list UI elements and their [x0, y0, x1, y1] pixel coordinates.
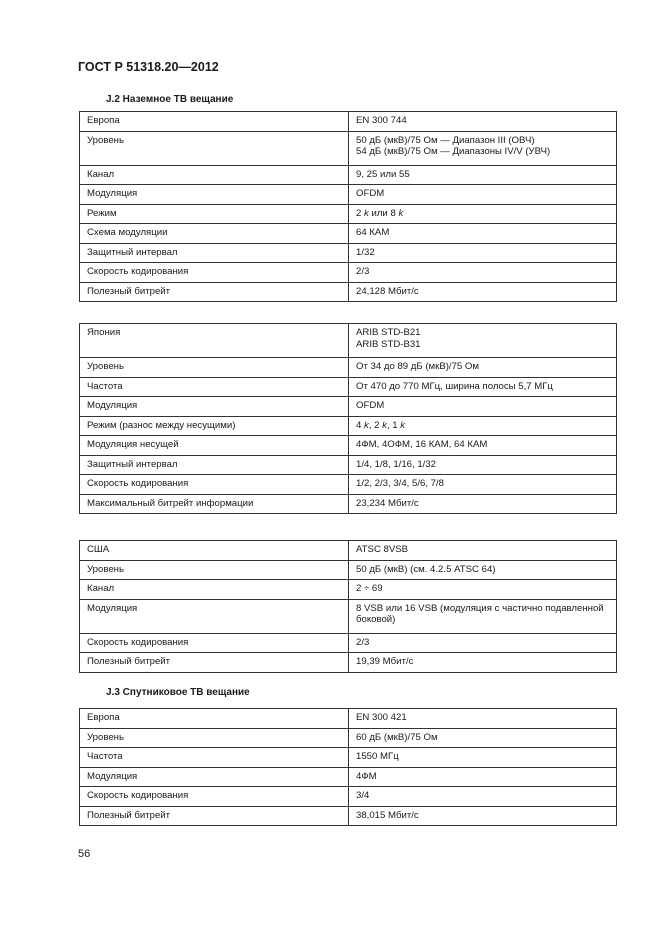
param-cell: Полезный битрейт: [80, 653, 349, 673]
table-row: [80, 541, 617, 561]
table-japan-terrestrial: [79, 323, 617, 514]
table-row: [80, 748, 617, 768]
param-cell: Скорость кодирования: [80, 787, 349, 807]
value-cell: [349, 131, 617, 165]
value-cell: 2/3: [349, 633, 617, 653]
table-row: [80, 243, 617, 263]
value-cell: 1/4, 1/8, 1/16, 1/32: [349, 455, 617, 475]
value-cell: EN 300 744: [349, 112, 617, 132]
value-cell: 50 дБ (мкВ) (см. 4.2.5 ATSC 64): [349, 560, 617, 580]
value-cell: 23,234 Мбит/с: [349, 494, 617, 514]
value-cell: 2 ÷ 69: [349, 580, 617, 600]
param-cell: США: [80, 541, 349, 561]
table-row: [80, 185, 617, 205]
param-cell: Режим: [80, 204, 349, 224]
param-cell: Уровень: [80, 131, 349, 165]
table-usa-terrestrial: [79, 540, 617, 673]
table-row: [80, 358, 617, 378]
table-row: [80, 633, 617, 653]
value-cell: 1/2, 2/3, 3/4, 5/6, 7/8: [349, 475, 617, 495]
value-cell: 2 k или 8 k: [349, 204, 617, 224]
value-cell: 38,015 Мбит/с: [349, 806, 617, 826]
table-row: [80, 560, 617, 580]
level-line-uhf: 54 дБ (мкВ)/75 Ом — Диапазоны IV/V (УВЧ): [356, 146, 551, 157]
value-cell: 3/4: [349, 787, 617, 807]
value-cell: [349, 324, 617, 358]
value-cell: От 470 до 770 МГц, ширина полосы 5,7 МГц: [349, 377, 617, 397]
value-cell: 1/32: [349, 243, 617, 263]
param-cell: Скорость кодирования: [80, 475, 349, 495]
param-cell: Уровень: [80, 358, 349, 378]
section-title-satellite: J.3 Спутниковое ТВ вещание: [106, 687, 250, 698]
table-row: [80, 377, 617, 397]
table-row: [80, 112, 617, 132]
table-row: [80, 599, 617, 633]
section-title-terrestrial: J.2 Наземное ТВ вещание: [106, 94, 234, 105]
table-row: [80, 204, 617, 224]
param-cell: Уровень: [80, 560, 349, 580]
standard-line-b21: ARIB STD-B21: [356, 327, 421, 338]
value-cell: 1550 МГц: [349, 748, 617, 768]
value-cell: 8 VSB или 16 VSB (модуляция с частично подавленной боковой): [349, 599, 617, 633]
table-row: [80, 324, 617, 358]
standard-line-b31: ARIB STD-B31: [356, 338, 421, 350]
param-cell: Канал: [80, 580, 349, 600]
table-row: [80, 455, 617, 475]
table-europe-satellite: [79, 708, 617, 826]
param-cell: Режим (разнос между несущими): [80, 416, 349, 436]
param-cell: Схема модуляции: [80, 224, 349, 244]
param-cell: Япония: [80, 324, 349, 358]
value-cell: OFDM: [349, 185, 617, 205]
param-cell: Модуляция несущей: [80, 436, 349, 456]
table-row: [80, 806, 617, 826]
table-row: [80, 494, 617, 514]
table-row: [80, 416, 617, 436]
param-cell: Уровень: [80, 728, 349, 748]
value-cell: 60 дБ (мкВ)/75 Ом: [349, 728, 617, 748]
table-row: [80, 767, 617, 787]
param-cell: Модуляция: [80, 599, 349, 633]
table-row: [80, 475, 617, 495]
param-cell: Модуляция: [80, 185, 349, 205]
param-cell: Модуляция: [80, 767, 349, 787]
param-cell: Полезный битрейт: [80, 282, 349, 302]
param-cell: Защитный интервал: [80, 455, 349, 475]
value-cell: 64 КАМ: [349, 224, 617, 244]
table-row: [80, 165, 617, 185]
value-cell: От 34 до 89 дБ (мкВ)/75 Ом: [349, 358, 617, 378]
table-europe-terrestrial: [79, 111, 617, 302]
value-cell: 4 k, 2 k, 1 k: [349, 416, 617, 436]
table-row: [80, 709, 617, 729]
value-cell: OFDM: [349, 397, 617, 417]
value-cell: 24,128 Мбит/с: [349, 282, 617, 302]
param-cell: Частота: [80, 748, 349, 768]
param-cell: Полезный битрейт: [80, 806, 349, 826]
table-row: [80, 224, 617, 244]
param-cell: Скорость кодирования: [80, 633, 349, 653]
table-row: [80, 787, 617, 807]
value-cell: 9, 25 или 55: [349, 165, 617, 185]
value-cell: 2/3: [349, 263, 617, 283]
value-cell: 19,39 Мбит/с: [349, 653, 617, 673]
table-row: [80, 131, 617, 165]
table-row: [80, 653, 617, 673]
page-number: 56: [78, 848, 91, 860]
document-header: ГОСТ Р 51318.20—2012: [78, 60, 219, 74]
table-row: [80, 397, 617, 417]
value-cell: 4ФМ, 4ОФМ, 16 КАМ, 64 КАМ: [349, 436, 617, 456]
param-cell: Защитный интервал: [80, 243, 349, 263]
param-cell: Канал: [80, 165, 349, 185]
table-row: [80, 282, 617, 302]
value-cell: EN 300 421: [349, 709, 617, 729]
table-row: [80, 263, 617, 283]
param-cell: Европа: [80, 112, 349, 132]
value-cell: 4ФМ: [349, 767, 617, 787]
param-cell: Европа: [80, 709, 349, 729]
param-cell: Максимальный битрейт информации: [80, 494, 349, 514]
level-line-vhf: 50 дБ (мкВ)/75 Ом — Диапазон III (ОВЧ): [356, 134, 535, 146]
table-row: [80, 580, 617, 600]
param-cell: Скорость кодирования: [80, 263, 349, 283]
param-cell: Частота: [80, 377, 349, 397]
value-cell: ATSC 8VSB: [349, 541, 617, 561]
param-cell: Модуляция: [80, 397, 349, 417]
table-row: [80, 728, 617, 748]
table-row: [80, 436, 617, 456]
